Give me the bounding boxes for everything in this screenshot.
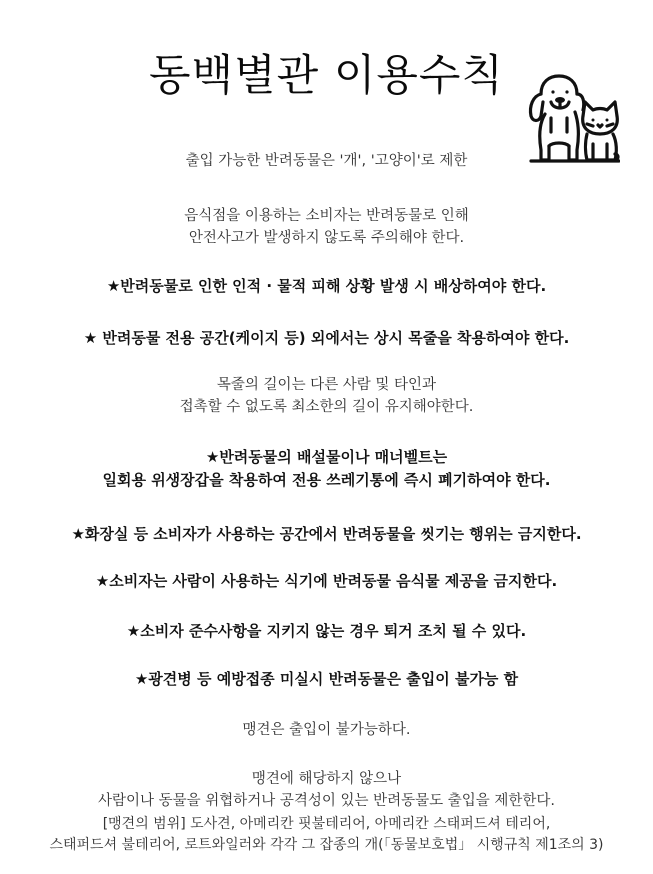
fierce-dogs-text: 맹견은 출입이 불가능하다. <box>242 722 411 738</box>
vaccination-rule <box>0 668 653 691</box>
restaurant-rule <box>0 205 653 249</box>
waste-rule <box>0 446 653 492</box>
allowed-pets-rule <box>0 150 653 172</box>
fierce-scope-line-2: 스태퍼드셔 불테리어, 로트와일러와 각각 그 잡종의 개(「동물보호법」 시행규칙 제1조의 3) <box>49 837 604 853</box>
waste-rule-line-2: 일회용 위생장갑을 착용하여 전용 쓰레기통에 즉시 폐기하여야 한다. <box>102 471 551 489</box>
damage-rule <box>0 275 653 298</box>
leash-length-rule <box>0 374 653 418</box>
dishes-rule-text: ★소비자는 사람이 사용하는 식기에 반려동물 음식물 제공을 금지한다. <box>95 572 558 590</box>
eviction-rule-text: ★소비자 준수사항을 지키지 않는 경우 퇴거 조치 될 수 있다. <box>126 622 527 640</box>
dangerous-pets-rule <box>0 768 653 812</box>
fierce-dogs-rule <box>0 719 653 741</box>
restaurant-rule-line-1: 음식점을 이용하는 소비자는 반려동물로 인해 <box>184 208 469 224</box>
leash-length-line-1: 목줄의 길이는 다른 사람 및 타인과 <box>216 377 437 393</box>
leash-rule <box>0 327 653 350</box>
waste-rule-line-1: ★반려동물의 배설물이나 매너벨트는 <box>205 448 448 466</box>
vaccination-rule-text: ★광견병 등 예방접종 미실시 반려동물은 출입이 불가능 함 <box>134 670 519 688</box>
washing-rule-text: ★화장실 등 소비자가 사용하는 공간에서 반려동물을 씻기는 행위는 금지한다. <box>71 525 582 543</box>
damage-rule-text: ★반려동물로 인한 인적 · 물적 피해 상황 발생 시 배상하여야 한다. <box>106 277 547 295</box>
restaurant-rule-line-2: 안전사고가 발생하지 않도록 주의해야 한다. <box>188 230 465 246</box>
dangerous-pets-line-1: 맹견에 해당하지 않으나 <box>251 771 402 787</box>
allowed-pets-text: 출입 가능한 반려동물은 '개', '고양이'로 제한 <box>185 153 468 169</box>
leash-rule-text: ★ 반려동물 전용 공간(케이지 등) 외에서는 상시 목줄을 착용하여야 한다. <box>83 329 570 347</box>
fierce-dogs-scope <box>0 814 653 856</box>
fierce-scope-line-1: [맹견의 범위] 도사견, 아메리칸 핏불테리어, 아메리칸 스태퍼드셔 테리어, <box>102 816 551 832</box>
washing-rule <box>0 523 653 546</box>
dishes-rule <box>0 570 653 593</box>
page-title: 동백별관 이용수칙 <box>149 51 504 101</box>
eviction-rule <box>0 620 653 643</box>
dangerous-pets-line-2: 사람이나 동물을 위협하거나 공격성이 있는 반려동물도 출입을 제한한다. <box>97 793 556 809</box>
leash-length-line-2: 접촉할 수 없도록 최소한의 길이 유지해야한다. <box>179 399 474 415</box>
